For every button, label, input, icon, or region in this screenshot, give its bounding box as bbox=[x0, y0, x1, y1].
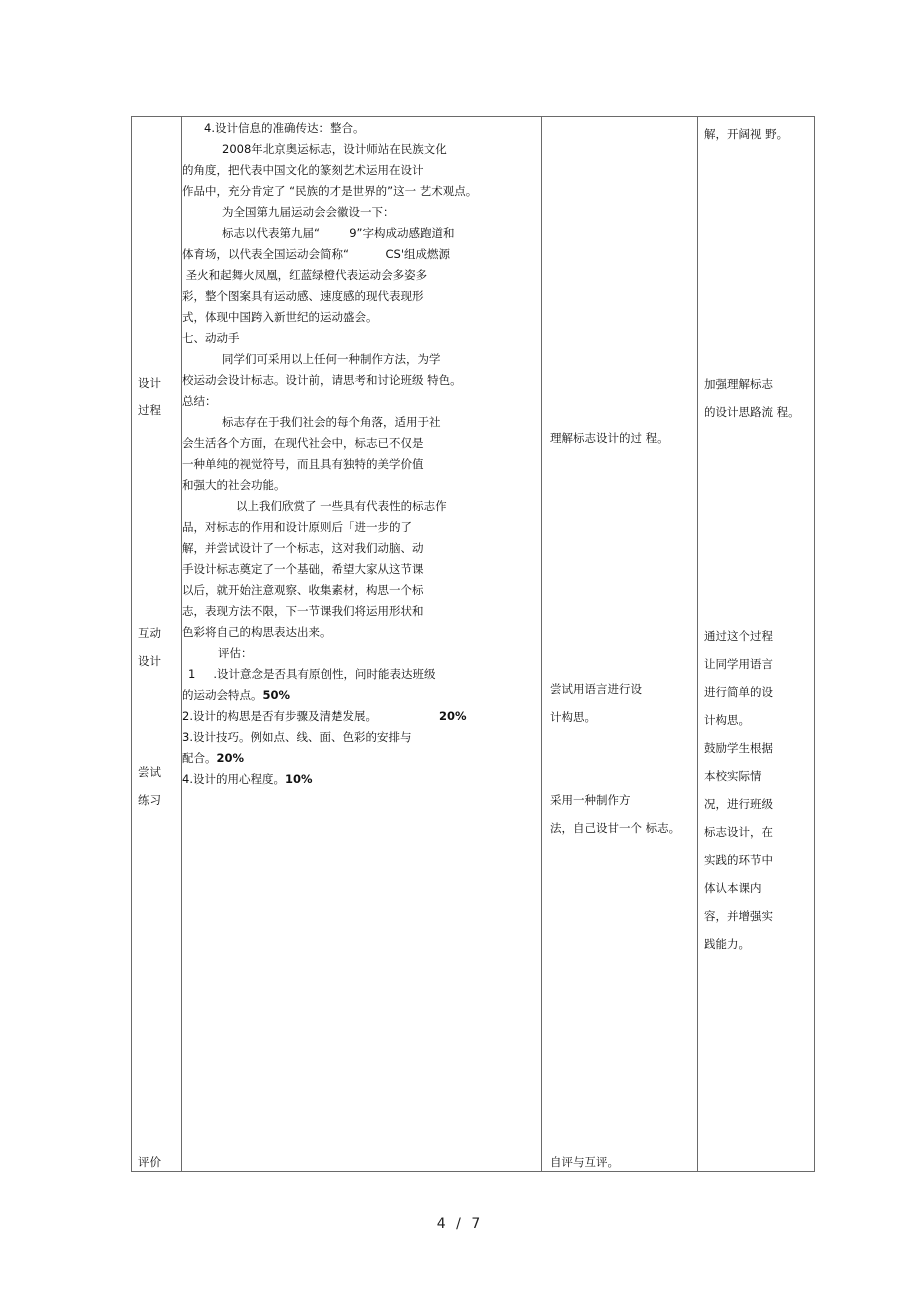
content-line: 同学们可采用以上任何一种制作方法，为学 bbox=[222, 352, 441, 366]
column-divider-2 bbox=[541, 116, 542, 1172]
label-process-2: 过程 bbox=[138, 403, 161, 417]
intent-line: 通过这个过程 bbox=[704, 629, 773, 643]
label-evaluation: 评价 bbox=[138, 1155, 161, 1169]
content-line: 的角度，把代表中国文化的篆刻艺术运用在设计 bbox=[182, 163, 424, 177]
content-line: 标志存在于我们社会的每个角落，适用于社 bbox=[222, 415, 441, 429]
content-line: 式，体现中国跨入新世纪的运动盛会。 bbox=[182, 310, 378, 324]
intent-top: 解，开阔视 野。 bbox=[704, 127, 789, 141]
content-line: 标志以代表第九届“ 9”字构成动感跑道和 bbox=[222, 226, 455, 240]
criterion-percent: 50% bbox=[262, 688, 291, 702]
criterion-text: 的运动会特点。 bbox=[182, 688, 263, 702]
content-line: 为全国第九届运动会会徽设一下： bbox=[222, 205, 395, 219]
intent-line: 容，并增强实 bbox=[704, 909, 773, 923]
content-line: 解，并尝试设计了一个标志，这对我们动脑、动 bbox=[182, 541, 424, 555]
criterion-percent: 20% bbox=[216, 751, 245, 765]
intent-line: 本校实际情 bbox=[704, 769, 762, 783]
criterion-4 bbox=[182, 769, 477, 790]
intent-line: 鼓励学生根据 bbox=[704, 741, 773, 755]
criterion-text: 4.设计的用心程度。 bbox=[182, 772, 285, 786]
column-divider-3 bbox=[697, 116, 698, 1172]
page-total: 7 bbox=[471, 1216, 484, 1232]
criterion-text: 2.设计的构思是否有步骤及清楚发展。 bbox=[182, 709, 377, 723]
student-try-lang-1: 尝试用语言进行设 bbox=[550, 682, 642, 696]
heading-4: 4.设计信息的准确传达：整合。 bbox=[204, 121, 365, 135]
intent-line: 践能力。 bbox=[704, 937, 750, 951]
intent-line: 让同学用语言 bbox=[704, 657, 773, 671]
student-understand: 理解标志设计的过 程。 bbox=[550, 431, 669, 445]
criterion-3: 3.设计技巧。例如点、线、面、色彩的安排与 bbox=[182, 730, 412, 744]
criterion-text: 配合。 bbox=[182, 751, 217, 765]
content-line: 色彩将自己的构思表达出来。 bbox=[182, 625, 332, 639]
student-adopt-1: 采用一种制作方 bbox=[550, 793, 631, 807]
intent-through bbox=[704, 622, 773, 958]
page-separator: / bbox=[456, 1216, 464, 1232]
criterion-1 bbox=[182, 664, 477, 685]
content-line: 圣火和起舞火凤凰，红蓝绿橙代表运动会多姿多 bbox=[182, 268, 428, 282]
intent-strengthen-2: 的设计思路流 程。 bbox=[704, 405, 800, 419]
intent-line: 进行简单的设 bbox=[704, 685, 773, 699]
intent-line: 况，进行班级 bbox=[704, 797, 773, 811]
content-line: 校运动会设计标志。设计前，请思考和讨论班级 特色。 bbox=[182, 373, 462, 387]
content-line: 以上我们欣赏了 一些具有代表性的标志作 bbox=[236, 499, 447, 513]
intent-line: 计构思。 bbox=[704, 713, 750, 727]
label-interactive-2: 设计 bbox=[138, 654, 161, 668]
page-number bbox=[0, 1216, 920, 1232]
criterion-percent: 20% bbox=[438, 709, 467, 723]
summary-label: 总结： bbox=[182, 394, 217, 408]
label-practice-1: 尝试 bbox=[138, 765, 161, 779]
teaching-content bbox=[182, 118, 477, 790]
criterion-3-cont bbox=[182, 748, 477, 769]
criterion-percent: 10% bbox=[284, 772, 313, 786]
label-process-1: 设计 bbox=[138, 376, 161, 390]
label-practice-2: 练习 bbox=[138, 793, 161, 807]
content-line: 手设计标志奠定了一个基础，希望大家从这节课 bbox=[182, 562, 424, 576]
criterion-1-cont bbox=[182, 685, 477, 706]
page-current: 4 bbox=[436, 1216, 449, 1232]
content-line: 品，对标志的作用和设计原则后「进一步的了 bbox=[182, 520, 412, 534]
content-line: 以后，就开始注意观察、收集素材，构思一个标 bbox=[182, 583, 424, 597]
criterion-number: 1 bbox=[188, 667, 196, 681]
content-line: 会生活各个方面，在现代社会中，标志已不仅是 bbox=[182, 436, 424, 450]
content-line: 一种单纯的视觉符号，而且具有独特的美学价值 bbox=[182, 457, 424, 471]
content-line: 彩，整个图案具有运动感、速度感的现代表现形 bbox=[182, 289, 424, 303]
intent-line: 标志设计，在 bbox=[704, 825, 773, 839]
criterion-text: .设计意念是否具有原创性，问时能表达班级 bbox=[213, 667, 436, 681]
content-line: 体育场，以代表全国运动会简称“ CS'组成燃源 bbox=[182, 247, 451, 261]
student-adopt-2: 法，自己设甘一个 标志。 bbox=[550, 821, 681, 835]
intent-line: 实践的环节中 bbox=[704, 853, 773, 867]
criterion-2 bbox=[182, 706, 477, 727]
student-self-eval: 自评与互评。 bbox=[550, 1155, 619, 1169]
eval-label: 评估： bbox=[218, 646, 253, 660]
section-heading: 七、动动手 bbox=[182, 331, 240, 345]
content-line: 2008年北京奥运标志，设计师站在民族文化 bbox=[222, 142, 447, 156]
content-line: 和强大的社会功能。 bbox=[182, 478, 286, 492]
content-line: 作品中，充分肯定了 “民族的才是世界的”这一 艺术观点。 bbox=[182, 184, 478, 198]
label-interactive-1: 互动 bbox=[138, 626, 161, 640]
intent-strengthen-1: 加强理解标志 bbox=[704, 377, 773, 391]
content-line: 志，表现方法不限，下一节课我们将运用形状和 bbox=[182, 604, 424, 618]
student-try-lang-2: 计构思。 bbox=[550, 710, 596, 724]
intent-line: 体认本课内 bbox=[704, 881, 762, 895]
